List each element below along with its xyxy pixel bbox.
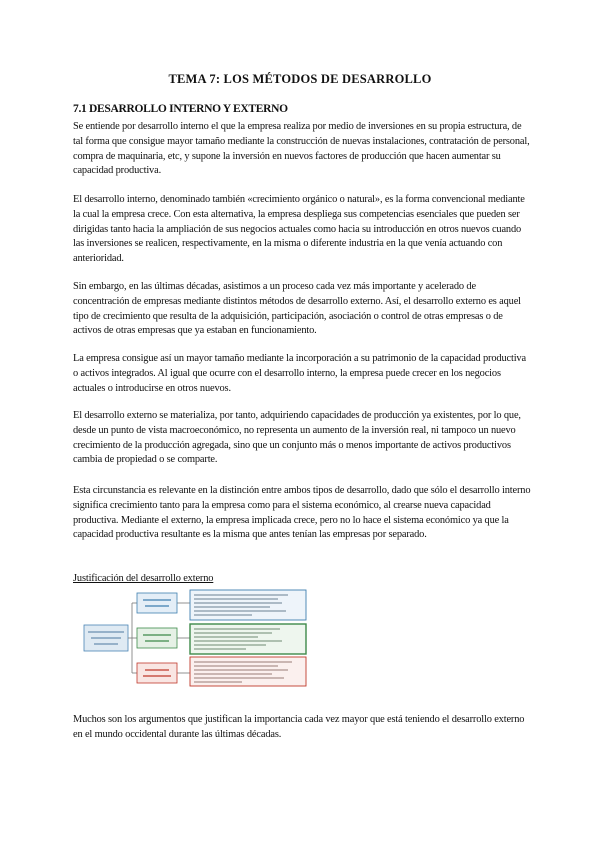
section-heading: 7.1 DESARROLLO INTERNO Y EXTERNO bbox=[73, 103, 288, 115]
paragraph-1: Se entiende por desarrollo interno el que la empresa realiza por medio de inversiones en su propia estructura, de tal forma que consigue mayor tamaño mediante la construcción de nuevas instalaciones, contratación de personal, compra de maquinaria, etc, y supone la inversión en nuevos factores de producción que hacen aumentar su capacidad productiva. bbox=[73, 121, 530, 177]
paragraph-5: El desarrollo externo se materializa, por tanto, adquiriendo capacidades de producción ya existentes, por lo que, desde un punto de vista macroeconómico, no representa un aumento de la inversión real, ni tampoco un nuevo crecimiento de la producción agregada, sino que un conjunto más o menos importante de activos productivos cambia de propiedad o se comparte. bbox=[73, 410, 521, 466]
paragraph-3: Sin embargo, en las últimas décadas, asistimos a un proceso cada vez más importante y acelerado de concentración de empresas mediante distintos métodos de desarrollo externo. Así, el desarrollo externo es aquel tipo de crecimiento que resulta de la adquisición, participación, asociación o control de otras empresas o de activos de otras empresas que ya estaban en funcionamiento. bbox=[73, 281, 521, 337]
closing-paragraph: Muchos son los argumentos que justifican la importancia cada vez mayor que está teniendo el desarrollo externo en el mundo occidental durante las últimas décadas. bbox=[73, 714, 525, 740]
paragraph-6: Esta circunstancia es relevante en la distinción entre ambos tipos de desarrollo, dado que sólo el desarrollo interno significa crecimiento tanto para la empresa como para el sistema económico, al crearse nueva capacidad productiva. Mediante el externo, la empresa implicada crece, pero no lo hace el sistema económico ya que la capacidad productiva resultante es la misma que antes tenían las empresas por separado. bbox=[73, 485, 531, 541]
diagram-root-node bbox=[84, 625, 128, 651]
subheading-justificacion: Justificación del desarrollo externo bbox=[73, 573, 214, 584]
concept-map-figure bbox=[82, 589, 308, 687]
paragraph-4: La empresa consigue así un mayor tamaño mediante la incorporación a su patrimonio de la capacidad productiva o activos integrados. Al igual que ocurre con el desarrollo interno, la empresa puede crecer en los negocios actuales o introducirse en otros nuevos. bbox=[73, 353, 526, 394]
paragraph-2: El desarrollo interno, denominado también «crecimiento orgánico o natural», es la forma convencional mediante la cual la empresa crece. Con esta alternativa, la empresa despliega sus competencias esenciales que pueden ser dirigidas tanto hacia la ampliación de sus negocios actuales como hacia su introducción en otros nuevos cuando las inversiones se realicen, respectivamente, en la misma o diferente industria en la que venía actuando con anterioridad. bbox=[73, 194, 525, 265]
page-title: TEMA 7: LOS MÉTODOS DE DESARROLLO bbox=[168, 72, 432, 86]
